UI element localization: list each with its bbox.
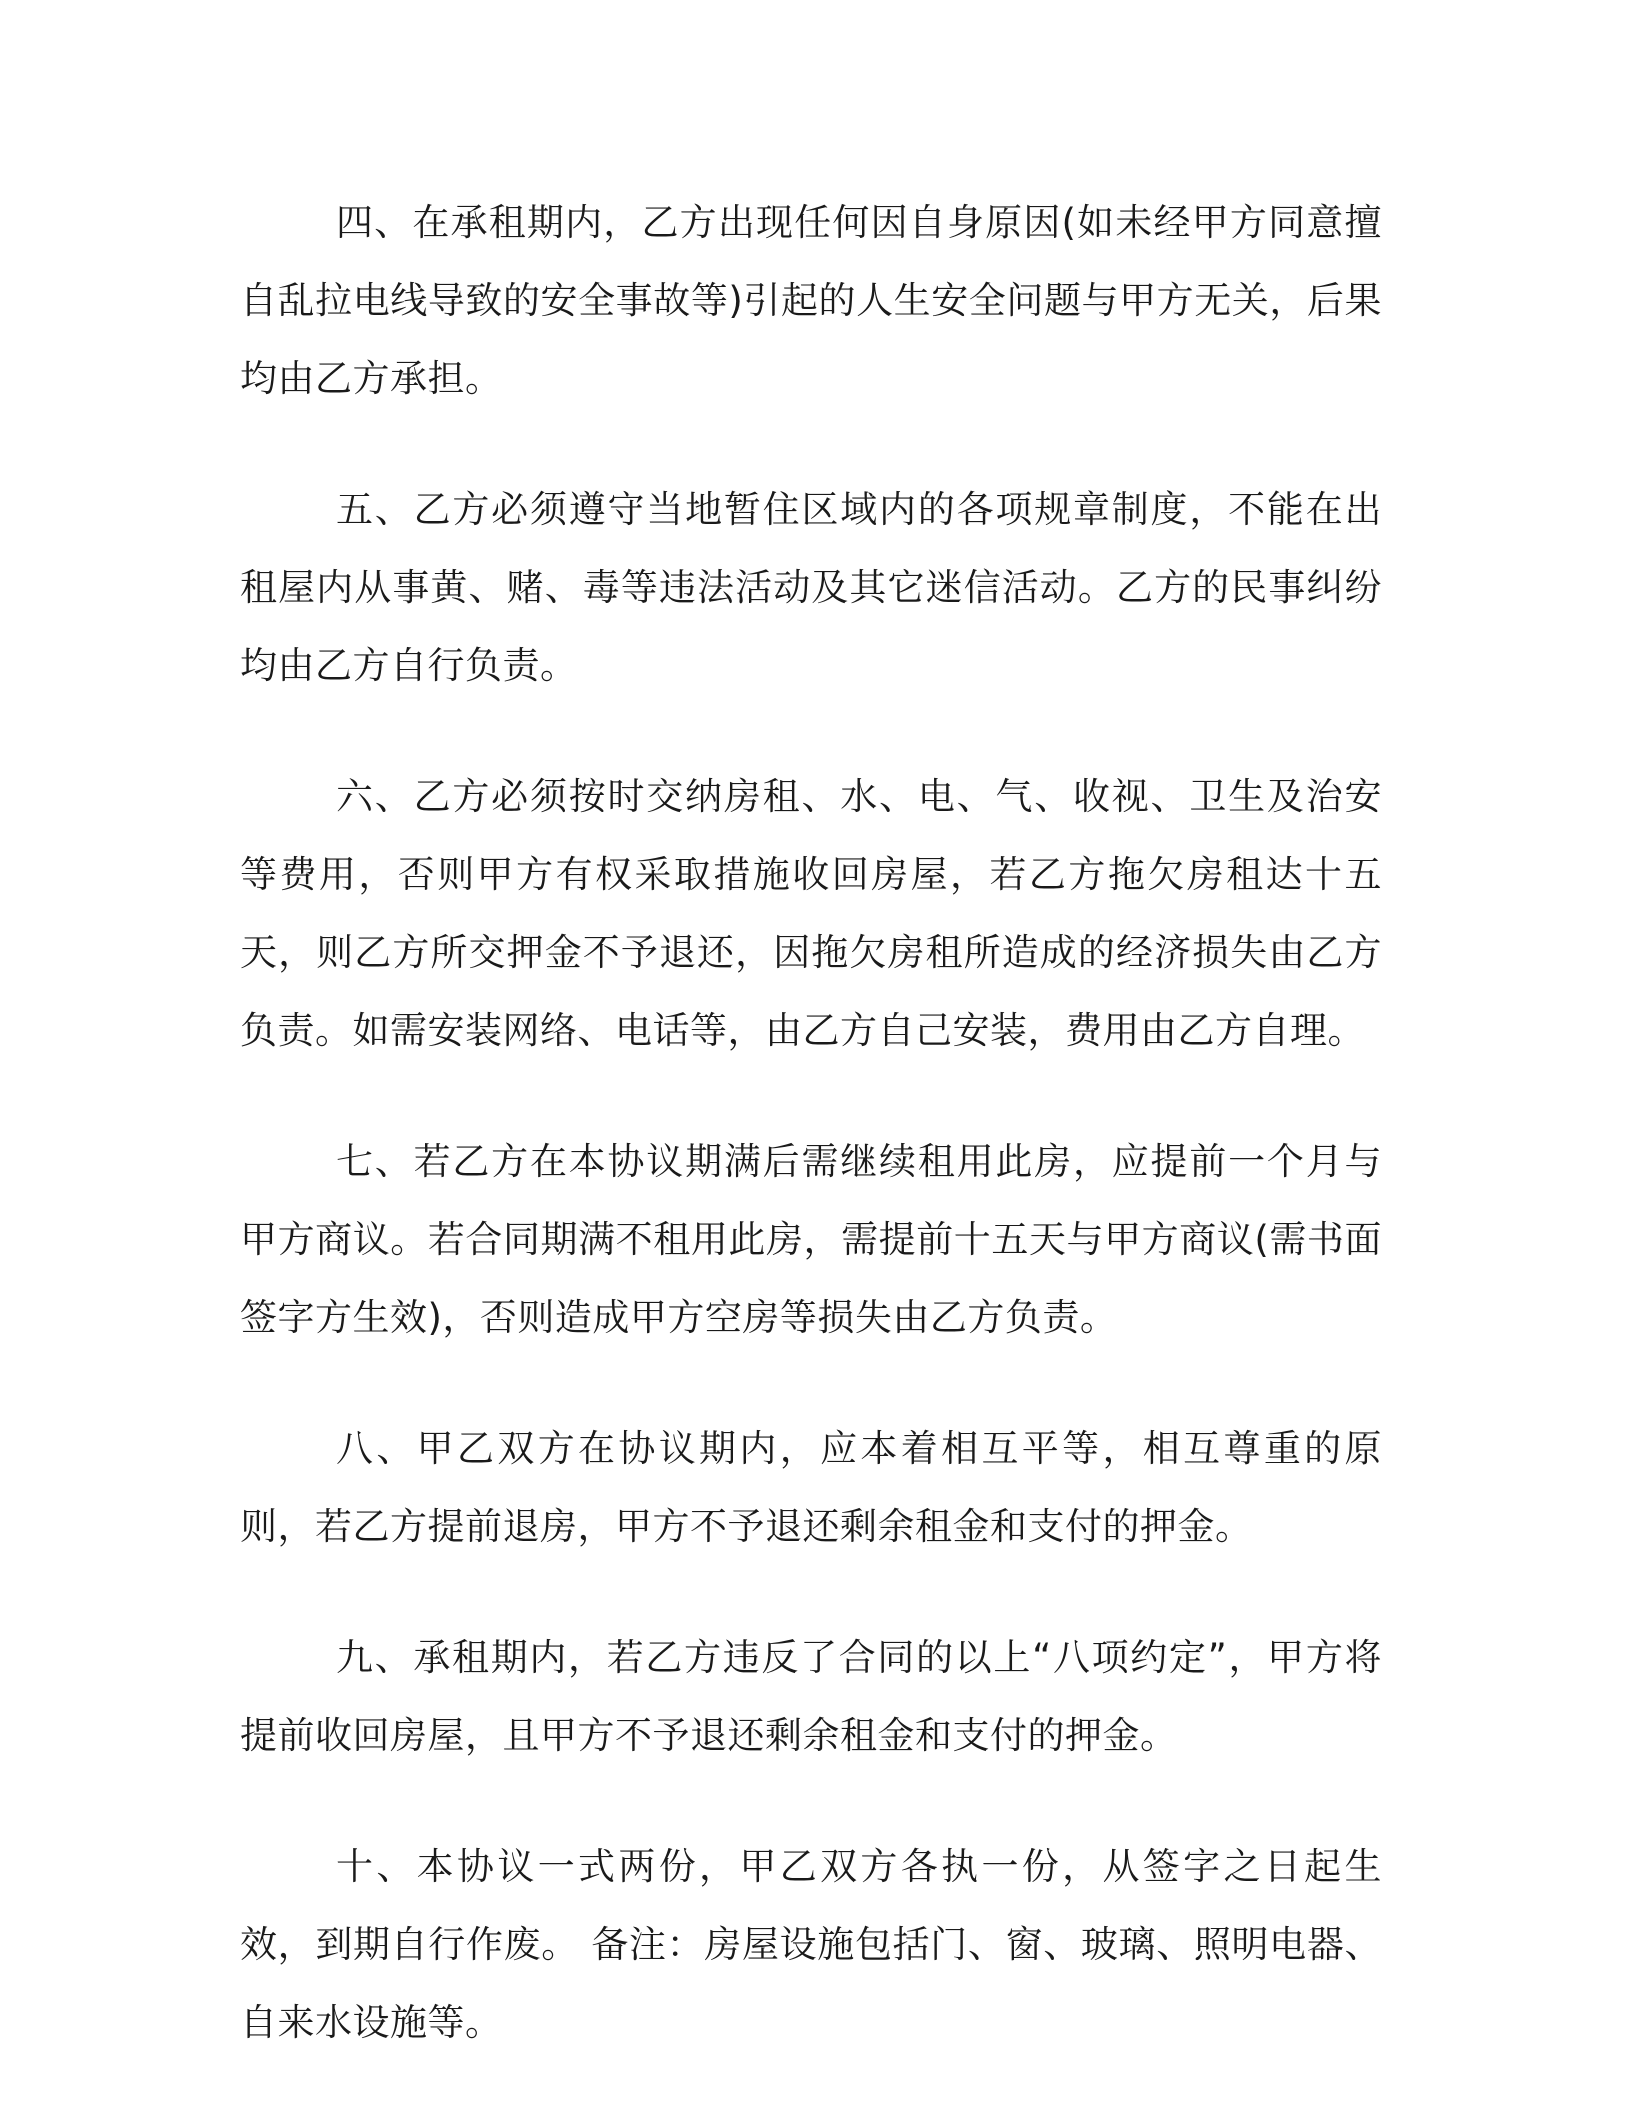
- clause-six: 六、乙方必须按时交纳房租、水、电、气、收视、卫生及治安等费用，否则甲方有权采取措施收回房屋，若乙方拖欠房租达十五天，则乙方所交押金不予退还，因拖欠房租所造成的经济损失由乙方负责。如需安装网络、电话等，由乙方自己安装，费用由乙方自理。: [240, 775, 1382, 1052]
- clause-ten: 十、本协议一式两份，甲乙双方各执一份，从签字之日起生效，到期自行作废。 备注：房屋设施包括门、窗、玻璃、照明电器、自来水设施等。: [240, 1845, 1382, 2044]
- clause-four: 四、在承租期内，乙方出现任何因自身原因(如未经甲方同意擅自乱拉电线导致的安全事故等)引起的人生安全问题与甲方无关，后果均由乙方承担。: [240, 201, 1382, 400]
- clause-five: 五、乙方必须遵守当地暂住区域内的各项规章制度，不能在出租屋内从事黄、赌、毒等违法活动及其它迷信活动。乙方的民事纠纷均由乙方自行负责。: [240, 488, 1382, 687]
- clause-eight: 八、甲乙双方在协议期内，应本着相互平等，相互尊重的原则，若乙方提前退房，甲方不予退还剩余租金和支付的押金。: [240, 1427, 1382, 1548]
- contract-body: [240, 184, 1382, 2115]
- clause-seven: 七、若乙方在本协议期满后需继续租用此房，应提前一个月与甲方商议。若合同期满不租用此房，需提前十五天与甲方商议(需书面签字方生效)，否则造成甲方空房等损失由乙方负责。: [240, 1140, 1382, 1339]
- clause-nine: 九、承租期内，若乙方违反了合同的以上“八项约定”，甲方将提前收回房屋，且甲方不予退还剩余租金和支付的押金。: [240, 1636, 1382, 1757]
